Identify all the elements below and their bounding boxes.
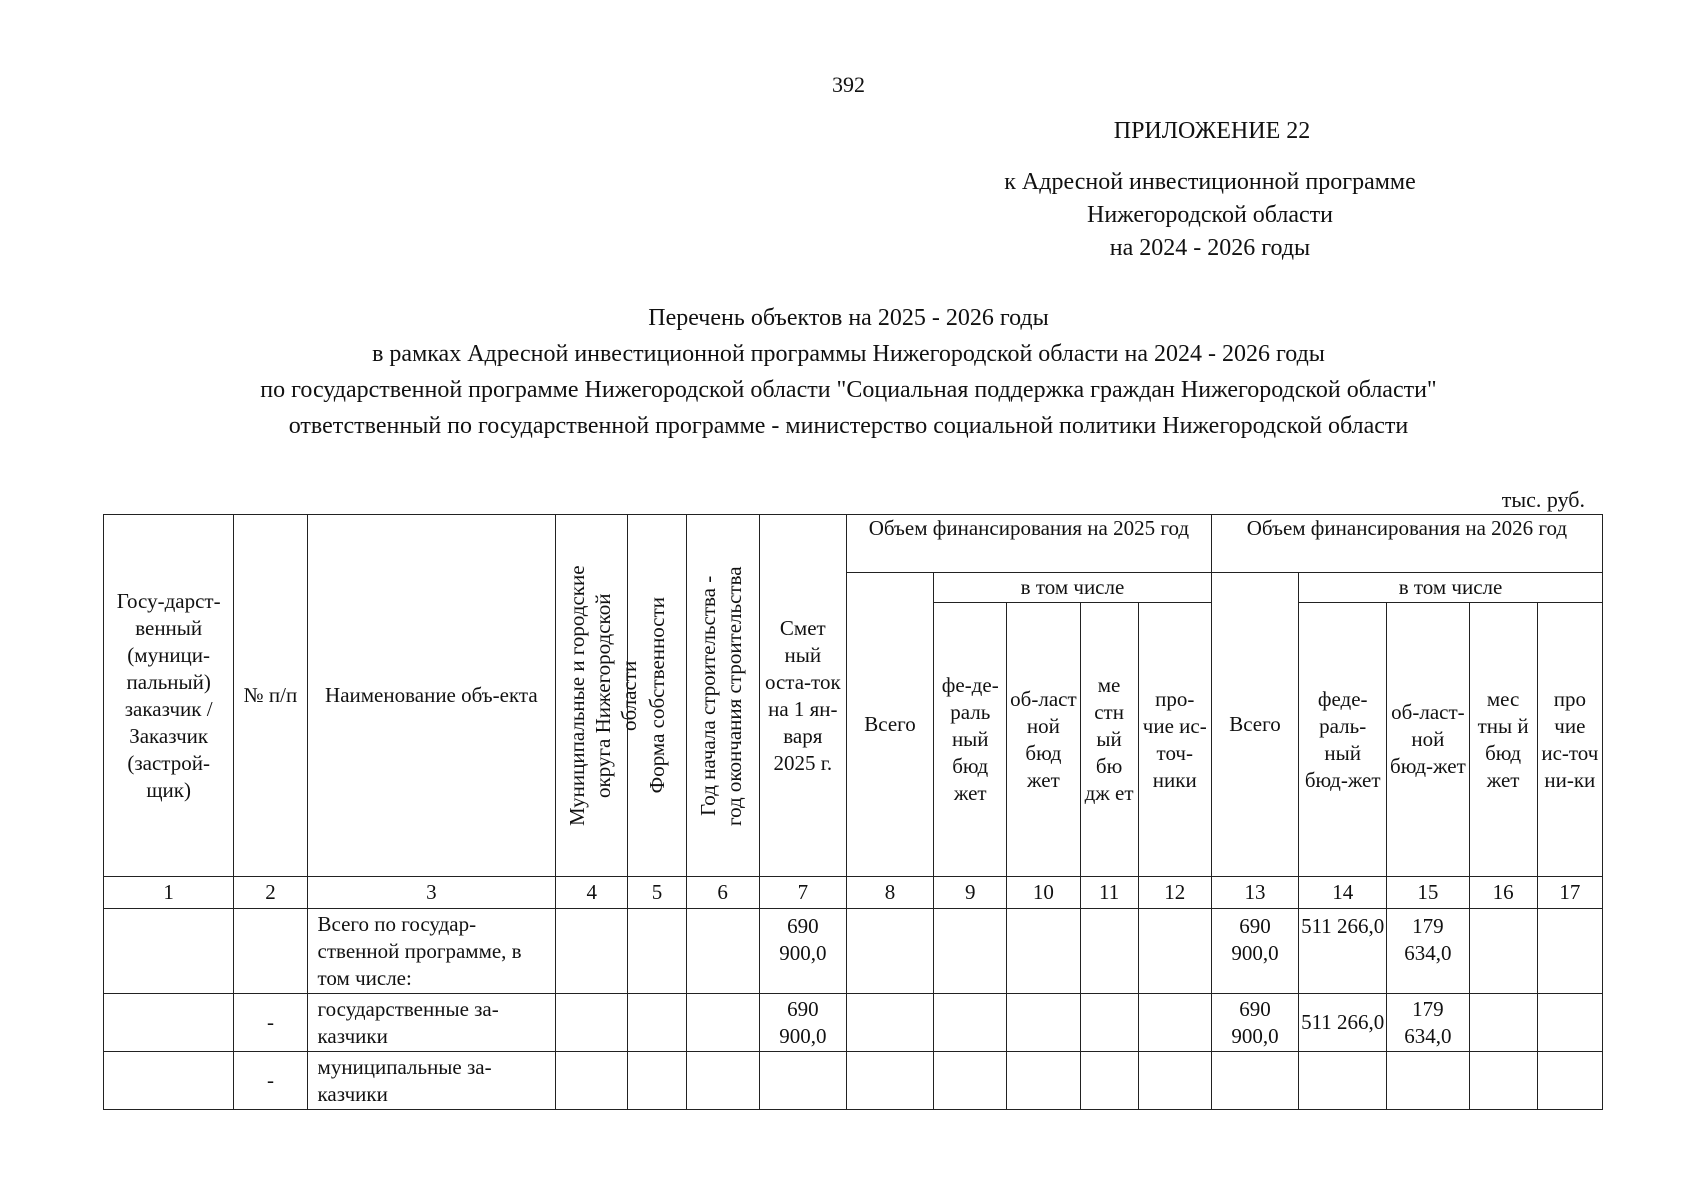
col-num-3: 3	[307, 877, 556, 909]
header-years	[686, 515, 759, 877]
cell-name: государственные за-казчики	[307, 994, 556, 1052]
cell-federal-2026	[1299, 1052, 1387, 1110]
appendix-line-2: Нижегородской области	[1086, 202, 1334, 228]
col-num-13: 13	[1211, 877, 1298, 909]
page-number: 392	[832, 72, 865, 97]
table-row	[104, 909, 1603, 994]
col-num-4: 4	[556, 877, 628, 909]
cell-federal-2026: 511 266,0	[1299, 994, 1387, 1052]
cell-local-2026	[1469, 994, 1537, 1052]
header-ownership-text: Форма собственности	[644, 597, 669, 794]
cell-customer	[104, 1052, 234, 1110]
cell-name: Всего по государ-ственной программе, в том числе:	[307, 909, 556, 994]
header-federal-2026: феде-раль-ный бюд-жет	[1299, 603, 1387, 877]
col-num-16: 16	[1469, 877, 1537, 909]
table-row	[104, 994, 1603, 1052]
cell-other-2025	[1138, 909, 1211, 994]
col-num-6: 6	[686, 877, 759, 909]
cell-municipal	[556, 909, 628, 994]
cell-num: -	[234, 1052, 307, 1110]
cell-total-2025	[846, 909, 933, 994]
cell-federal-2025	[934, 909, 1007, 994]
cell-local-2025	[1080, 1052, 1138, 1110]
heading-line-2: в рамках Адресной инвестиционной программы Нижегородской области на 2024 - 2026 годы	[372, 341, 1325, 367]
header-total-2026: Всего	[1211, 573, 1298, 877]
header-regional-2025: об-ласт ной бюд жет	[1007, 603, 1080, 877]
cell-total-2025	[846, 994, 933, 1052]
cell-local-2026	[1469, 1052, 1537, 1110]
col-num-8: 8	[846, 877, 933, 909]
cell-balance: 690 900,0	[759, 909, 846, 994]
header-other-2025: про-чие ис-точ-ники	[1138, 603, 1211, 877]
heading-line-4: ответственный по государственной программе - министерство социальной политики Нижегородской области	[288, 413, 1409, 439]
header-balance: Смет ный оста-ток на 1 ян-варя 2025 г.	[759, 515, 846, 877]
header-other-2026: про чие ис-точ ни-ки	[1537, 603, 1602, 877]
header-num: № п/п	[234, 515, 307, 877]
header-name: Наименование объ-екта	[307, 515, 556, 877]
cell-other-2025	[1138, 1052, 1211, 1110]
unit-label: тыс. руб.	[1501, 487, 1585, 512]
header-local-2026: мес тны й бюд жет	[1469, 603, 1537, 877]
col-num-10: 10	[1007, 877, 1080, 909]
col-num-9: 9	[934, 877, 1007, 909]
header-customer: Госу-дарст-венный (муници-пальный) заказчик / Заказчик (застрой-щик)	[104, 515, 234, 877]
col-num-5: 5	[628, 877, 686, 909]
header-fin-2025: Объем финансирования на 2025 год	[846, 515, 1211, 573]
header-incl-2026: в том числе	[1299, 573, 1603, 603]
cell-regional-2025	[1007, 994, 1080, 1052]
document-heading	[0, 300, 1697, 444]
col-num-1: 1	[104, 877, 234, 909]
cell-num: -	[234, 994, 307, 1052]
cell-federal-2025	[934, 1052, 1007, 1110]
header-local-2025: ме стн ый бю дж ет	[1080, 603, 1138, 877]
header-incl-2025: в том числе	[934, 573, 1212, 603]
cell-total-2026: 690 900,0	[1211, 994, 1298, 1052]
cell-municipal	[556, 994, 628, 1052]
cell-years	[686, 1052, 759, 1110]
cell-regional-2025	[1007, 909, 1080, 994]
header-municipal-text: Муниципальные и городские округа Нижегородской области	[564, 565, 641, 826]
cell-balance	[759, 1052, 846, 1110]
table-row	[104, 1052, 1603, 1110]
cell-regional-2025	[1007, 1052, 1080, 1110]
cell-local-2026	[1469, 909, 1537, 994]
cell-num	[234, 909, 307, 994]
financing-table	[103, 514, 1603, 1110]
cell-total-2026: 690 900,0	[1211, 909, 1298, 994]
cell-regional-2026	[1387, 1052, 1469, 1110]
appendix-line-1: к Адресной инвестиционной программе	[1004, 169, 1416, 195]
cell-total-2026	[1211, 1052, 1298, 1110]
col-num-12: 12	[1138, 877, 1211, 909]
header-fin-2026: Объем финансирования на 2026 год	[1211, 515, 1602, 573]
heading-line-1: Перечень объектов на 2025 - 2026 годы	[648, 305, 1049, 331]
cell-other-2026	[1537, 994, 1602, 1052]
cell-regional-2026: 179 634,0	[1387, 909, 1469, 994]
col-num-11: 11	[1080, 877, 1138, 909]
cell-local-2025	[1080, 909, 1138, 994]
cell-name: муниципальные за-казчики	[307, 1052, 556, 1110]
cell-years	[686, 994, 759, 1052]
header-municipal	[556, 515, 641, 877]
cell-ownership	[628, 909, 686, 994]
cell-ownership	[628, 1052, 686, 1110]
col-num-14: 14	[1299, 877, 1387, 909]
cell-customer	[104, 994, 234, 1052]
cell-federal-2026: 511 266,0	[1299, 909, 1387, 994]
cell-other-2026	[1537, 1052, 1602, 1110]
header-federal-2025: фе-де-раль ный бюд жет	[934, 603, 1007, 877]
appendix-line-3: на 2024 - 2026 годы	[1109, 235, 1311, 261]
cell-customer	[104, 909, 234, 994]
col-num-2: 2	[234, 877, 307, 909]
col-num-17: 17	[1537, 877, 1602, 909]
cell-federal-2025	[934, 994, 1007, 1052]
header-total-2025: Всего	[846, 573, 933, 877]
column-number-row	[104, 877, 1603, 909]
cell-total-2025	[846, 1052, 933, 1110]
cell-other-2026	[1537, 909, 1602, 994]
cell-balance: 690 900,0	[759, 994, 846, 1052]
appendix-title: ПРИЛОЖЕНИЕ 22	[1113, 118, 1311, 144]
cell-other-2025	[1138, 994, 1211, 1052]
cell-local-2025	[1080, 994, 1138, 1052]
heading-line-3: по государственной программе Нижегородской области "Социальная поддержка граждан Нижегородской области"	[260, 377, 1437, 403]
col-num-15: 15	[1387, 877, 1469, 909]
cell-years	[686, 909, 759, 994]
cell-regional-2026: 179 634,0	[1387, 994, 1469, 1052]
cell-ownership	[628, 994, 686, 1052]
header-regional-2026: об-ласт-ной бюд-жет	[1387, 603, 1469, 877]
header-years-text: Год начала строительства - год окончания строительства	[695, 565, 746, 826]
appendix-subtitle	[940, 166, 1480, 265]
col-num-7: 7	[759, 877, 846, 909]
cell-municipal	[556, 1052, 628, 1110]
